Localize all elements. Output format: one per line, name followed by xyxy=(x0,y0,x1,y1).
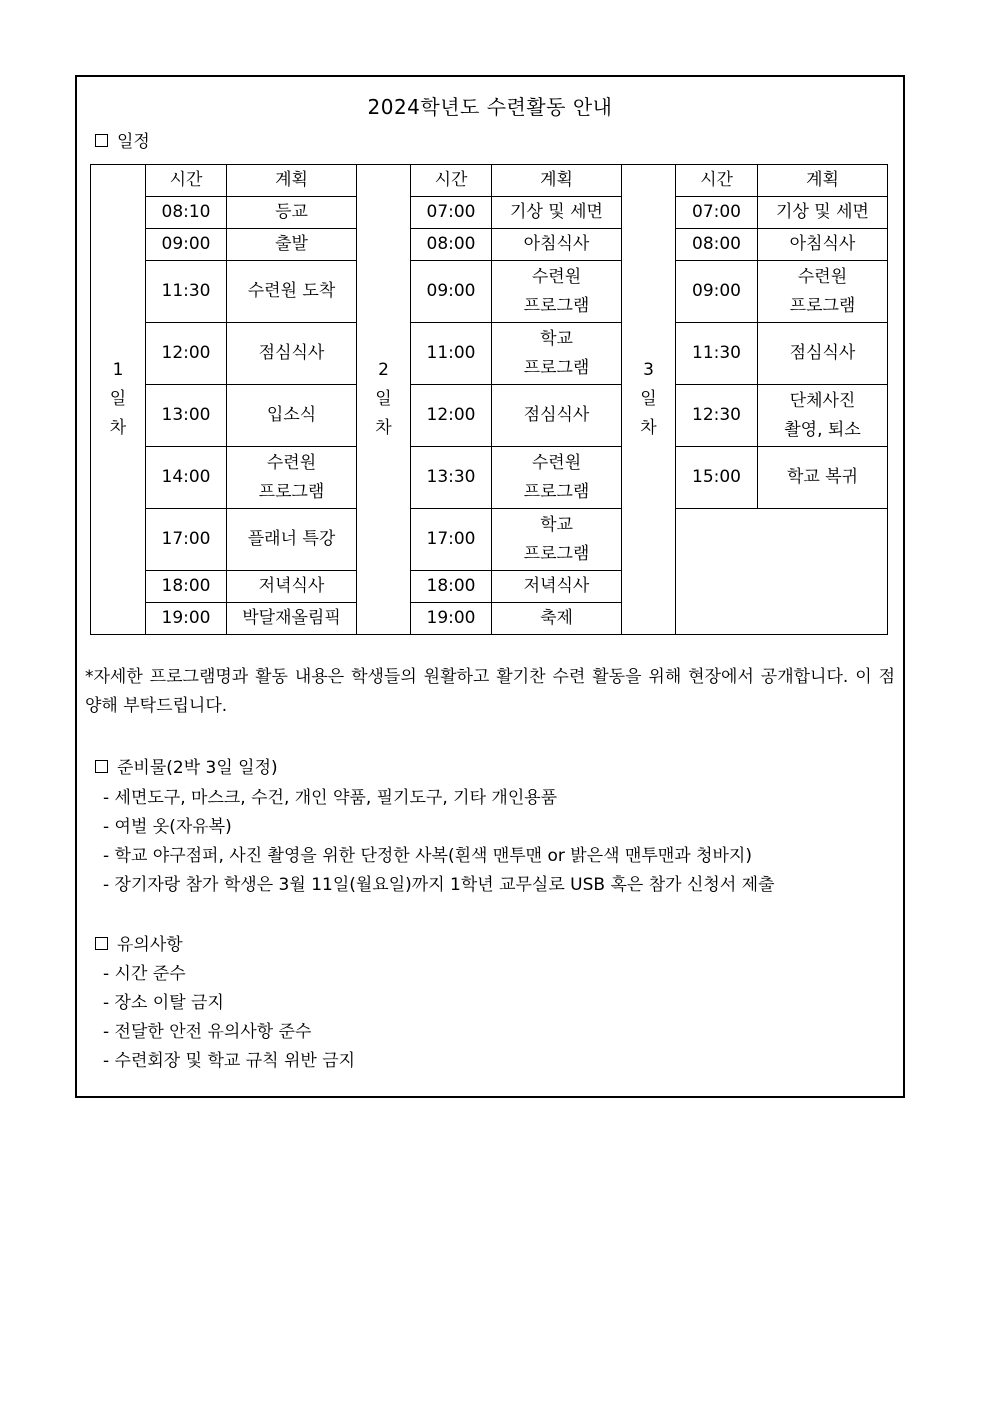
time-cell: 09:00 xyxy=(146,229,227,261)
table-row xyxy=(91,385,888,447)
plan-cell: 점심식사 xyxy=(758,323,888,385)
plan-cell: 수련원 프로그램 xyxy=(758,261,888,323)
time-cell: 08:00 xyxy=(676,229,758,261)
list-item: - 여벌 옷(자유복) xyxy=(103,817,232,837)
checkbox-square-icon xyxy=(95,760,108,773)
plan-cell: 단체사진 촬영, 퇴소 xyxy=(758,385,888,447)
time-cell: 19:00 xyxy=(146,603,227,635)
list-item: - 장소 이탈 금지 xyxy=(103,993,224,1013)
time-cell: 08:00 xyxy=(411,229,492,261)
time-cell: 18:00 xyxy=(146,571,227,603)
plan-cell: 수련원 프로그램 xyxy=(227,447,357,509)
plan-cell: 수련원 프로그램 xyxy=(492,447,622,509)
time-cell: 19:00 xyxy=(411,603,492,635)
schedule-heading: 일정 xyxy=(95,127,150,152)
day-1-label: 1 일 차 xyxy=(91,165,146,635)
time-cell: 11:30 xyxy=(146,261,227,323)
document-title: 2024학년도 수련활동 안내 xyxy=(367,95,613,119)
plan-cell: 아침식사 xyxy=(758,229,888,261)
plan-cell: 아침식사 xyxy=(492,229,622,261)
table-row xyxy=(91,509,888,571)
time-cell: 07:00 xyxy=(676,197,758,229)
list-item: - 장기자랑 참가 학생은 3월 11일(월요일)까지 1학년 교무실로 USB 혹은 참가 신청서 제출 xyxy=(103,875,775,895)
notice-text: *자세한 프로그램명과 활동 내용은 학생들의 원활하고 활기찬 수련 활동을 위해 현장에서 공개합니다. 이 점 양해 부탁드립니다. xyxy=(85,667,895,716)
time-cell: 13:00 xyxy=(146,385,227,447)
plan-cell: 점심식사 xyxy=(227,323,357,385)
table-row xyxy=(91,261,888,323)
plan-cell: 등교 xyxy=(227,197,357,229)
schedule-table xyxy=(90,164,888,635)
list-item: - 학교 야구점퍼, 사진 촬영을 위한 단정한 사복(흰색 맨투맨 or 밝은색 맨투맨과 청바지) xyxy=(103,846,752,866)
plan-cell: 저녁식사 xyxy=(227,571,357,603)
time-cell: 14:00 xyxy=(146,447,227,509)
checkbox-square-icon xyxy=(95,134,108,147)
time-cell: 12:00 xyxy=(146,323,227,385)
header-plan: 계획 xyxy=(758,165,888,197)
time-cell: 15:00 xyxy=(676,447,758,509)
time-cell: 12:00 xyxy=(411,385,492,447)
header-time: 시간 xyxy=(676,165,758,197)
plan-cell: 입소식 xyxy=(227,385,357,447)
empty-cell xyxy=(676,509,888,635)
supplies-heading: 준비물(2박 3일 일정) xyxy=(95,753,278,778)
table-row xyxy=(91,447,888,509)
time-cell: 08:10 xyxy=(146,197,227,229)
time-cell: 18:00 xyxy=(411,571,492,603)
checkbox-square-icon xyxy=(95,937,108,950)
list-item: - 전달한 안전 유의사항 준수 xyxy=(103,1022,312,1042)
table-row xyxy=(91,323,888,385)
plan-cell: 점심식사 xyxy=(492,385,622,447)
plan-cell: 학교 프로그램 xyxy=(492,323,622,385)
list-item: - 시간 준수 xyxy=(103,964,186,984)
header-time: 시간 xyxy=(146,165,227,197)
document-frame xyxy=(75,75,905,1098)
plan-cell: 저녁식사 xyxy=(492,571,622,603)
list-item: - 수련회장 및 학교 규칙 위반 금지 xyxy=(103,1051,356,1071)
table-row xyxy=(91,197,888,229)
plan-cell: 기상 및 세면 xyxy=(492,197,622,229)
table-header-row xyxy=(91,165,888,197)
plan-cell: 축제 xyxy=(492,603,622,635)
table-row xyxy=(91,229,888,261)
plan-cell: 플래너 특강 xyxy=(227,509,357,571)
plan-cell: 학교 프로그램 xyxy=(492,509,622,571)
plan-cell: 학교 복귀 xyxy=(758,447,888,509)
plan-cell: 출발 xyxy=(227,229,357,261)
plan-cell: 기상 및 세면 xyxy=(758,197,888,229)
time-cell: 11:30 xyxy=(676,323,758,385)
time-cell: 09:00 xyxy=(411,261,492,323)
time-cell: 09:00 xyxy=(676,261,758,323)
day-3-label: 3 일 차 xyxy=(622,165,676,635)
list-item: - 세면도구, 마스크, 수건, 개인 약품, 필기도구, 기타 개인용품 xyxy=(103,788,558,808)
header-plan: 계획 xyxy=(227,165,357,197)
cautions-heading: 유의사항 xyxy=(95,930,183,955)
plan-cell: 수련원 도착 xyxy=(227,261,357,323)
time-cell: 17:00 xyxy=(146,509,227,571)
header-plan: 계획 xyxy=(492,165,622,197)
time-cell: 07:00 xyxy=(411,197,492,229)
header-time: 시간 xyxy=(411,165,492,197)
time-cell: 17:00 xyxy=(411,509,492,571)
plan-cell: 박달재올림픽 xyxy=(227,603,357,635)
time-cell: 12:30 xyxy=(676,385,758,447)
time-cell: 13:30 xyxy=(411,447,492,509)
time-cell: 11:00 xyxy=(411,323,492,385)
plan-cell: 수련원 프로그램 xyxy=(492,261,622,323)
day-2-label: 2 일 차 xyxy=(357,165,411,635)
